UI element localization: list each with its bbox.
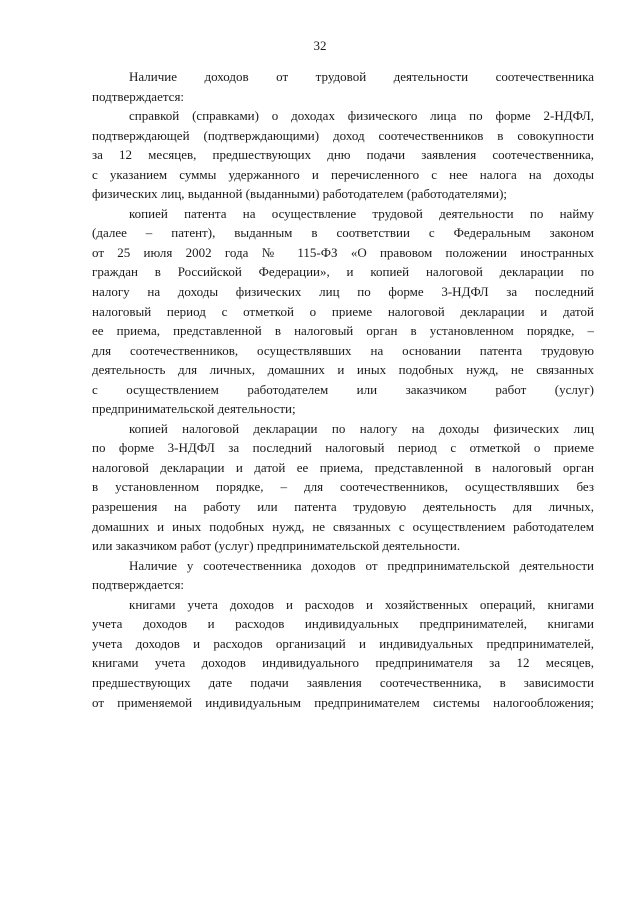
text-line: или заказчиком работ (услуг) предпринимательской деятельности. [92,538,461,554]
text-line: подтверждающей (подтверждающими) доход соотечественников в совокупности [92,127,594,143]
text-line: книгами учета доходов и расходов и хозяйственных операций, книгами [129,596,594,612]
paragraph [92,556,594,595]
text-line: деятельность для личных, домашних и иных подобных нужд, не связанных [92,362,594,378]
paragraph [92,106,594,204]
text-line: предпринимательской деятельности; [92,401,296,417]
text-line: домашних и иных подобных нужд, не связанных с осуществлением работодателем [92,518,594,534]
text-line: физических лиц, выданной (выданными) работодателем (работодателями); [92,186,508,202]
text-line: с указанием суммы удержанного и перечисленного с нее налога на доходы [92,166,594,182]
text-line: налоговой декларации и датой ее приема, представленной в налоговый орган [92,459,594,475]
text-line: Наличие у соотечественника доходов от предпринимательской деятельности [129,557,594,573]
text-line: граждан в Российской Федерации», и копией налоговой декларации по [92,264,594,280]
text-line: книгами учета доходов индивидуального предпринимателя за 12 месяцев, [92,655,594,671]
paragraph [92,419,594,556]
text-line: ее приема, представленной в налоговый орган в установленном порядке, – [92,323,594,339]
paragraph [92,595,594,712]
paragraph [92,204,594,419]
text-line: копией налоговой декларации по налогу на доходы физических лиц [129,420,594,436]
text-line: с осуществлением работодателем или заказчиком работ (услуг) [92,381,594,397]
text-line: учета доходов и расходов индивидуальных предпринимателей, книгами [92,616,594,632]
text-line: разрешения на работу или патента трудовую деятельность для личных, [92,499,594,515]
text-line: справкой (справками) о доходах физического лица по форме 2-НДФЛ, [129,108,594,124]
text-line: Наличие доходов от трудовой деятельности соотечественника [129,69,594,84]
text-line: (далее – патент), выданным в соответствии с Федеральным законом [92,225,594,241]
text-line: в установленном порядке, – для соотечественников, осуществлявших без [92,479,594,495]
text-line: предшествующих дате подачи заявления соотечественника, в зависимости [92,674,594,690]
paragraph [92,67,594,106]
text-line: подтверждается: [92,577,185,593]
text-line: подтверждается: [92,88,185,104]
text-line: от 25 июля 2002 года № 115-ФЗ «О правовом положении иностранных [92,244,594,260]
text-line: учета доходов и расходов организаций и индивидуальных предпринимателей, [92,635,594,651]
text-line: от применяемой индивидуальным предпринимателем системы налогообложения; [92,694,594,710]
text-line: копией патента на осуществление трудовой деятельности по найму [129,205,594,221]
text-line: за 12 месяцев, предшествующих дню подачи заявления соотечественника, [92,147,594,163]
page-number: 32 [313,38,327,53]
text-line: налогу на доходы физических лиц по форме 3-НДФЛ за последний [92,284,594,300]
text-line: по форме 3-НДФЛ за последний налоговый период с отметкой о приеме [92,440,594,456]
document-body [92,67,594,712]
text-line: для соотечественников, осуществлявших на основании патента трудовую [92,342,594,358]
text-line: налоговый период с отметкой о приеме налоговой декларации и датой [92,303,594,319]
